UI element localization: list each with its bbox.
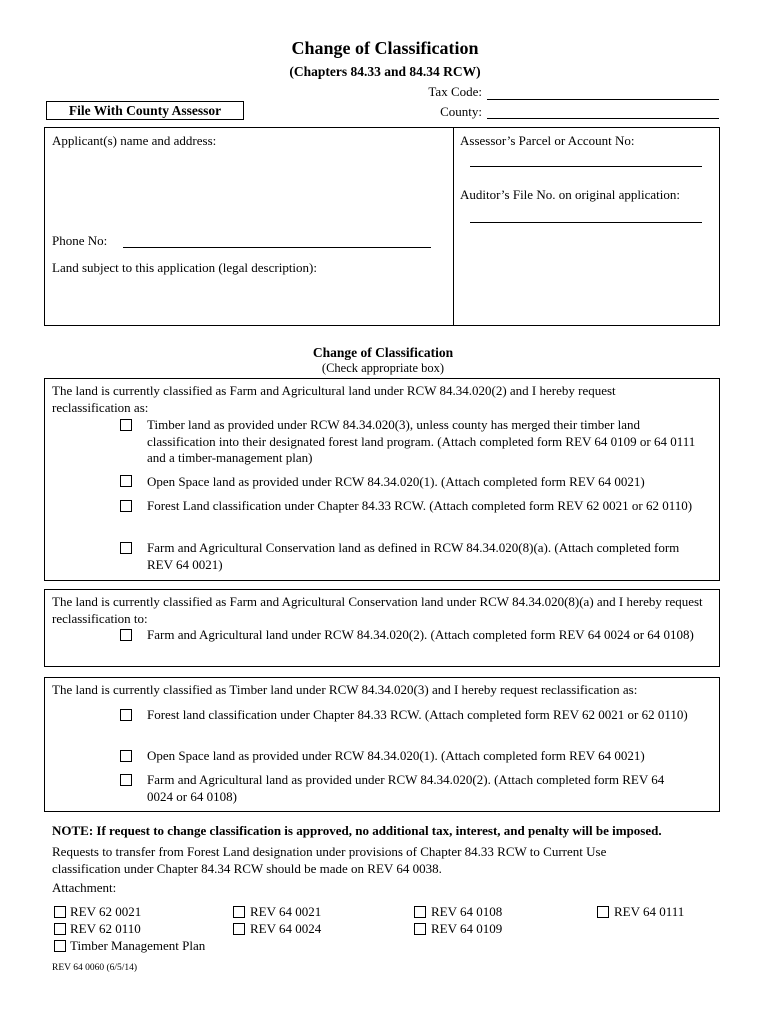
attachment-item: Timber Management Plan [70, 938, 206, 953]
option-label: Forest land classification under Chapter 84.33 RCW. (Attach completed form REV 62 0021 or 62 0110) [147, 707, 688, 722]
legal-description-field[interactable] [52, 278, 448, 322]
applicant-name-label: Applicant(s) name and address: [52, 133, 217, 148]
checkbox-rev-64-0024[interactable] [233, 923, 245, 935]
checkbox-rev-62-0110[interactable] [54, 923, 66, 935]
attachment-item: REV 62 0110 [70, 921, 141, 936]
tax-code-field[interactable] [487, 99, 719, 100]
transfer-text: Requests to transfer from Forest Land designation under provisions of Chapter 84.33 RCW to Current Use classification under Chapter 84.34 RCW should be made on REV 64 0038. [52, 844, 607, 876]
legal-description-label: Land subject to this application (legal description): [52, 260, 317, 275]
checkbox-farm-ag-conservation[interactable] [120, 542, 132, 554]
parcel-label: Assessor’s Parcel or Account No: [460, 133, 635, 148]
checkbox-rev-62-0021[interactable] [54, 906, 66, 918]
checkbox-forest-land[interactable] [120, 500, 132, 512]
applicant-box-divider [453, 127, 454, 326]
attachment-label: Attachment: [52, 880, 117, 895]
checkbox-rev-64-0109[interactable] [414, 923, 426, 935]
option-label: Open Space land as provided under RCW 84.34.020(1). (Attach completed form REV 64 0021) [147, 474, 645, 489]
form-subtitle: (Chapters 84.33 and 84.34 RCW) [289, 64, 481, 79]
form-number: REV 64 0060 (6/5/14) [52, 963, 138, 973]
checkbox-farm-ag-land[interactable] [120, 629, 132, 641]
option-label: Forest Land classification under Chapter 84.33 RCW. (Attach completed form REV 62 0021 or 62 0110) [147, 498, 693, 513]
form-title: Change of Classification [291, 38, 479, 58]
attachment-item: REV 64 0109 [431, 921, 503, 936]
section-intro: The land is currently classified as Farm and Agricultural Conservation land under RCW 84.34.020(8)(a) and I hereby request reclassification to: [52, 594, 703, 626]
section-intro: The land is currently classified as Timber land under RCW 84.34.020(3) and I hereby request reclassification as: [52, 682, 638, 697]
checkbox-open-space[interactable] [120, 475, 132, 487]
attachment-item: REV 64 0108 [431, 904, 503, 919]
checkbox-farm-ag-land-2[interactable] [120, 774, 132, 786]
county-label: County: [440, 104, 482, 119]
checkbox-rev-64-0021[interactable] [233, 906, 245, 918]
attachment-item: REV 64 0024 [250, 921, 322, 936]
file-with-assessor-label: File With County Assessor [46, 101, 244, 120]
attachment-item: REV 62 0021 [70, 904, 142, 919]
checkbox-timber-management-plan[interactable] [54, 940, 66, 952]
phone-label: Phone No: [52, 233, 108, 248]
option-label: Farm and Agricultural land under RCW 84.34.020(2). (Attach completed form REV 64 0024 or 64 0108) [147, 627, 694, 642]
checkbox-timber-land[interactable] [120, 419, 132, 431]
parcel-field[interactable] [470, 166, 702, 167]
county-field[interactable] [487, 118, 719, 119]
auditor-file-field[interactable] [470, 222, 702, 223]
checkbox-open-space-2[interactable] [120, 750, 132, 762]
applicant-name-field[interactable] [52, 150, 448, 230]
approval-note: NOTE: If request to change classification is approved, no additional tax, interest, and penalty will be imposed. [52, 823, 662, 838]
option-label: Farm and Agricultural Conservation land as defined in RCW 84.34.020(8)(a). (Attach completed form REV 64 0021) [147, 540, 680, 572]
option-label: Timber land as provided under RCW 84.34.020(3), unless county has merged their timber land classification into their designated forest land program. (Attach completed form REV 64 0109 or 64 0111 and a timber-management plan) [147, 417, 696, 465]
tax-code-label: Tax Code: [428, 84, 482, 99]
section-intro: The land is currently classified as Farm and Agricultural land under RCW 84.34.020(2) and I hereby request reclassification as: [52, 383, 616, 415]
attachment-item: REV 64 0021 [250, 904, 322, 919]
checkbox-rev-64-0111[interactable] [597, 906, 609, 918]
phone-field[interactable] [123, 247, 431, 248]
attachment-item: REV 64 0111 [614, 904, 685, 919]
checkbox-rev-64-0108[interactable] [414, 906, 426, 918]
checkbox-forest-land-2[interactable] [120, 709, 132, 721]
option-label: Farm and Agricultural land as provided under RCW 84.34.020(2). (Attach completed form REV 64 0024 or 64 0108) [147, 772, 665, 804]
classification-subtitle: (Check appropriate box) [321, 361, 445, 375]
auditor-file-label: Auditor’s File No. on original application: [460, 187, 681, 202]
option-label: Open Space land as provided under RCW 84.34.020(1). (Attach completed form REV 64 0021) [147, 748, 645, 763]
classification-title: Change of Classification [312, 345, 454, 360]
